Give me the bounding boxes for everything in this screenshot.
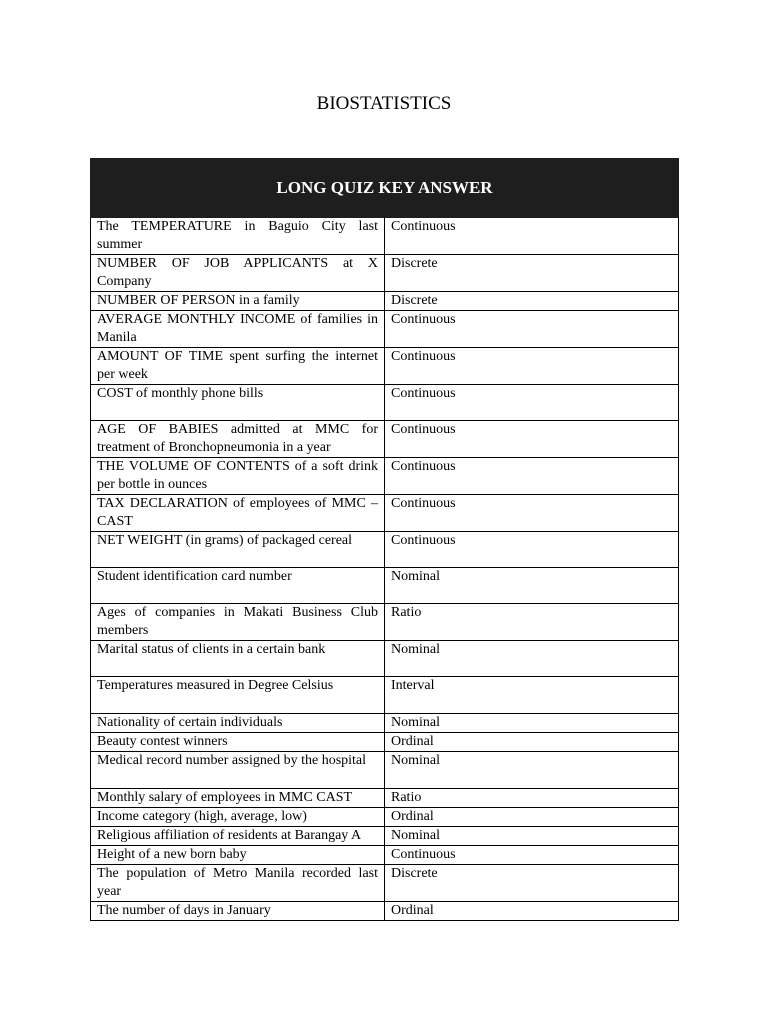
answer-key-table [90,158,679,921]
question-cell: COST of monthly phone bills [91,385,385,421]
document-title: BIOSTATISTICS [316,93,452,114]
answer-cell: Continuous [385,846,679,865]
question-cell: Ages of companies in Makati Business Club members [91,604,385,641]
table-row [91,733,679,752]
question-cell: AMOUNT OF TIME spent surfing the internet per week [91,348,385,385]
question-cell: Marital status of clients in a certain bank [91,641,385,677]
question-cell: Nationality of certain individuals [91,714,385,733]
answer-cell: Nominal [385,714,679,733]
table-row [91,385,679,421]
answer-cell: Ordinal [385,902,679,921]
answer-cell: Ordinal [385,808,679,827]
question-cell: THE VOLUME OF CONTENTS of a soft drink per bottle in ounces [91,458,385,495]
question-cell: The TEMPERATURE in Baguio City last summer [91,218,385,255]
answer-cell: Nominal [385,568,679,604]
answer-cell: Continuous [385,458,679,495]
question-cell: AGE OF BABIES admitted at MMC for treatment of Bronchopneumonia in a year [91,421,385,458]
table-row [91,532,679,568]
question-cell: AVERAGE MONTHLY INCOME of families in Manila [91,311,385,348]
question-cell: Beauty contest winners [91,733,385,752]
answer-cell: Interval [385,677,679,714]
answer-cell: Continuous [385,348,679,385]
question-cell: Height of a new born baby [91,846,385,865]
table-row [91,865,679,902]
table-row [91,255,679,292]
answer-cell: Continuous [385,218,679,255]
table-row [91,218,679,255]
table-row [91,568,679,604]
answer-cell: Continuous [385,311,679,348]
table-row [91,495,679,532]
table-row [91,808,679,827]
table-row [91,641,679,677]
question-cell: TAX DECLARATION of employees of MMC – CAST [91,495,385,532]
answer-cell: Ordinal [385,733,679,752]
table-row [91,827,679,846]
question-cell: NET WEIGHT (in grams) of packaged cereal [91,532,385,568]
question-cell: NUMBER OF PERSON in a family [91,292,385,311]
table-row [91,789,679,808]
question-cell: Income category (high, average, low) [91,808,385,827]
table-row [91,421,679,458]
answer-cell: Ratio [385,789,679,808]
table-row [91,292,679,311]
question-cell: The population of Metro Manila recorded last year [91,865,385,902]
answer-cell: Discrete [385,292,679,311]
table-header: LONG QUIZ KEY ANSWER [91,159,679,218]
answer-cell: Nominal [385,641,679,677]
answer-cell: Ratio [385,604,679,641]
table-header-row [91,159,679,218]
answer-cell: Discrete [385,865,679,902]
table-row [91,714,679,733]
question-cell: NUMBER OF JOB APPLICANTS at X Company [91,255,385,292]
answer-cell: Continuous [385,385,679,421]
question-cell: Medical record number assigned by the hospital [91,752,385,789]
question-cell: The number of days in January [91,902,385,921]
question-cell: Monthly salary of employees in MMC CAST [91,789,385,808]
table-row [91,311,679,348]
answer-cell: Nominal [385,752,679,789]
table-row [91,677,679,714]
table-row [91,752,679,789]
table-row [91,458,679,495]
question-cell: Temperatures measured in Degree Celsius [91,677,385,714]
answer-cell: Continuous [385,532,679,568]
table-row [91,348,679,385]
answer-cell: Continuous [385,495,679,532]
answer-cell: Nominal [385,827,679,846]
question-cell: Religious affiliation of residents at Barangay A [91,827,385,846]
question-cell: Student identification card number [91,568,385,604]
table-row [91,846,679,865]
table-row [91,902,679,921]
table-row [91,604,679,641]
answer-cell: Discrete [385,255,679,292]
answer-cell: Continuous [385,421,679,458]
